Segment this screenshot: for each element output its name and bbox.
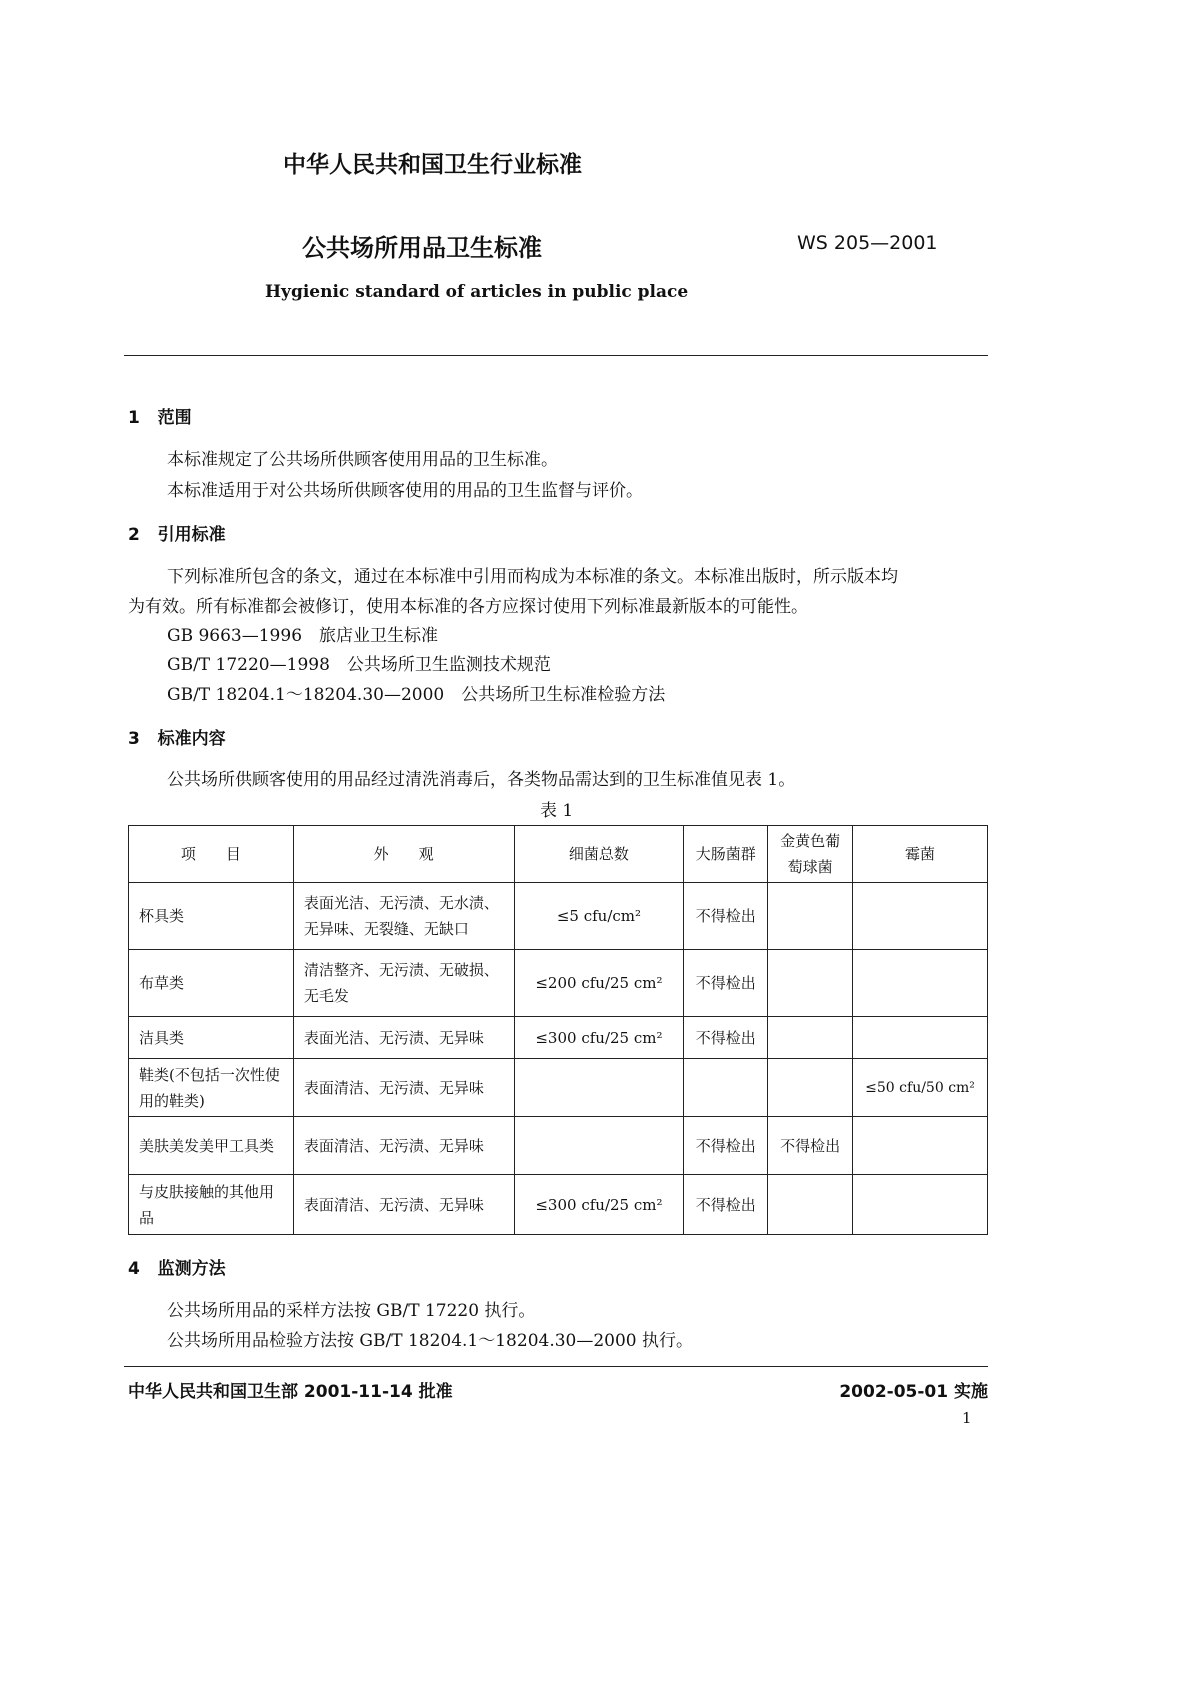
page-number: 1 [962, 1409, 972, 1427]
cell: 鞋类(不包括一次性使用的鞋类) [129, 1059, 294, 1117]
header-cell: 大肠菌群 [684, 826, 768, 883]
cell: 不得检出 [684, 1117, 768, 1175]
section-number: 1 [128, 408, 140, 428]
cell [768, 1017, 853, 1059]
table-row [129, 883, 988, 950]
cell: 表面光洁、无污渍、无水渍、无异味、无裂缝、无缺口 [293, 883, 514, 950]
table-row [129, 1017, 988, 1059]
cell: ≤300 cfu/25 cm² [514, 1175, 684, 1235]
effective-date: 2002-05-01 实施 [839, 1382, 988, 1402]
cell: 洁具类 [129, 1017, 294, 1059]
cell: ≤300 cfu/25 cm² [514, 1017, 684, 1059]
section-title: 标准内容 [157, 729, 226, 749]
header-cell: 金黄色葡萄球菌 [768, 826, 853, 883]
table-row [129, 1117, 988, 1175]
cell: 表面清洁、无污渍、无异味 [293, 1117, 514, 1175]
cell [853, 950, 988, 1017]
paragraph: 为有效。所有标准都会被修订，使用本标准的各方应探讨使用下列标准最新版本的可能性。 [128, 597, 808, 617]
paragraph: 本标准适用于对公共场所供顾客使用的用品的卫生监督与评价。 [167, 481, 643, 501]
cell [853, 1017, 988, 1059]
paragraph: 本标准规定了公共场所供顾客使用用品的卫生标准。 [167, 450, 558, 470]
section-number: 4 [128, 1259, 140, 1279]
table-row [129, 1175, 988, 1235]
english-title: Hygienic standard of articles in public place [265, 282, 689, 302]
cell: 不得检出 [684, 883, 768, 950]
cell [684, 1059, 768, 1117]
section-3-heading [128, 724, 226, 749]
section-title: 引用标准 [157, 525, 226, 545]
section-title: 监测方法 [157, 1259, 226, 1279]
paragraph: 公共场所供顾客使用的用品经过清洗消毒后，各类物品需达到的卫生标准值见表 1。 [167, 770, 796, 790]
table-header-row [129, 826, 988, 883]
section-number: 2 [128, 525, 140, 545]
cell: 布草类 [129, 950, 294, 1017]
header-cell: 霉菌 [853, 826, 988, 883]
doc-title: 公共场所用品卫生标准 [302, 234, 542, 262]
cell: 清洁整齐、无污渍、无破损、无毛发 [293, 950, 514, 1017]
paragraph: 公共场所用品检验方法按 GB/T 18204.1～18204.30—2000 执行。 [167, 1331, 694, 1351]
cell: 表面清洁、无污渍、无异味 [293, 1175, 514, 1235]
cell: 不得检出 [684, 950, 768, 1017]
cell [853, 1117, 988, 1175]
standards-table [128, 825, 988, 1235]
org-title: 中华人民共和国卫生行业标准 [283, 152, 582, 178]
cell: 与皮肤接触的其他用品 [129, 1175, 294, 1235]
cell [853, 1175, 988, 1235]
cell [853, 883, 988, 950]
header-cell: 细菌总数 [514, 826, 684, 883]
cell: ≤50 cfu/50 cm² [853, 1059, 988, 1117]
reference-item: GB/T 18204.1～18204.30—2000 公共场所卫生标准检验方法 [167, 685, 666, 705]
section-number: 3 [128, 729, 140, 749]
paragraph: 下列标准所包含的条文，通过在本标准中引用而构成为本标准的条文。本标准出版时，所示版本均 [167, 567, 898, 587]
paragraph: 公共场所用品的采样方法按 GB/T 17220 执行。 [167, 1301, 536, 1321]
cell [514, 1059, 684, 1117]
section-1-heading [128, 403, 192, 428]
header-cell: 项 目 [129, 826, 294, 883]
standard-number: WS 205—2001 [797, 232, 938, 254]
cell: 美肤美发美甲工具类 [129, 1117, 294, 1175]
cell [768, 883, 853, 950]
header-rule [124, 355, 988, 356]
cell: 不得检出 [684, 1017, 768, 1059]
cell [514, 1117, 684, 1175]
cell: ≤5 cfu/cm² [514, 883, 684, 950]
cell: 表面清洁、无污渍、无异味 [293, 1059, 514, 1117]
cell: 不得检出 [684, 1175, 768, 1235]
cell: 表面光洁、无污渍、无异味 [293, 1017, 514, 1059]
header-cell: 外 观 [293, 826, 514, 883]
cell [768, 1059, 853, 1117]
approval-line: 中华人民共和国卫生部 2001-11-14 批准 [128, 1382, 453, 1402]
cell [768, 1175, 853, 1235]
cell: 杯具类 [129, 883, 294, 950]
cell: ≤200 cfu/25 cm² [514, 950, 684, 1017]
table-caption: 表 1 [540, 801, 574, 821]
table-row [129, 1059, 988, 1117]
reference-item: GB 9663—1996 旅店业卫生标准 [167, 626, 439, 646]
cell [768, 950, 853, 1017]
table-row [129, 950, 988, 1017]
section-4-heading [128, 1254, 226, 1279]
section-2-heading [128, 520, 226, 545]
cell: 不得检出 [768, 1117, 853, 1175]
section-title: 范围 [157, 408, 192, 428]
footer-rule [124, 1366, 988, 1367]
reference-item: GB/T 17220—1998 公共场所卫生监测技术规范 [167, 655, 551, 675]
